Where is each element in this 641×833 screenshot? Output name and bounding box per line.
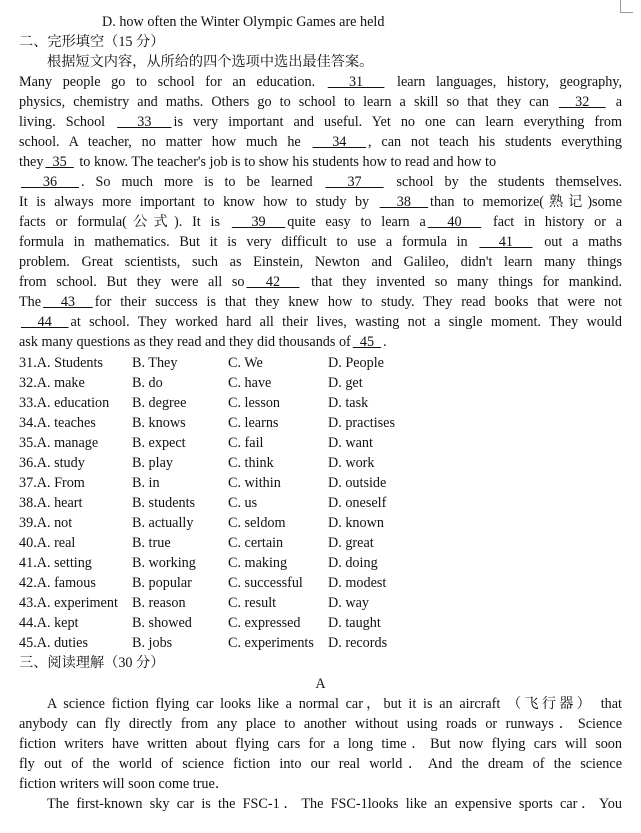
option-d: D. task (328, 395, 369, 411)
passage-line (19, 172, 622, 192)
question-row (19, 493, 622, 513)
question-row (19, 633, 622, 653)
option-b: B. students (132, 495, 196, 511)
option-b: B. degree (132, 395, 187, 411)
section-2-instruction: 根据短文内容，从所给的四个选项中选出最佳答案。 (47, 54, 374, 70)
passage-text: that they invented so many things for mankind. (301, 274, 622, 290)
passage-line (19, 152, 622, 172)
option-d: D. practises (328, 415, 395, 431)
passage-line (19, 272, 622, 292)
option-b: B. in (132, 475, 160, 491)
question-row (19, 593, 622, 613)
passage-line (19, 312, 622, 332)
cloze-blank: 40 (427, 214, 482, 230)
option-c: C. successful (228, 575, 303, 591)
option-b: B. knows (132, 415, 186, 431)
option-b: B. showed (132, 615, 192, 631)
option-c: C. expressed (228, 615, 301, 631)
reading-line: anybody can fly directly from any place to another without using roads or runways．Science (19, 716, 622, 732)
option-d: D. way (328, 595, 369, 611)
option-c: C. us (228, 495, 258, 511)
passage-text: for their success is that they knew how to study. They read books that were not (94, 294, 622, 310)
passage-text: at school. They worked hard all their lives, wasting not a single moment. They would (70, 314, 622, 330)
option-b: B. working (132, 555, 196, 571)
option-d: D. modest (328, 575, 387, 591)
question-row (19, 513, 622, 533)
previous-question-option-d: D. how often the Winter Olympic Games are held (102, 14, 385, 30)
option-a: 32.A. make (19, 375, 85, 391)
option-b: B. do (132, 375, 163, 391)
option-d: D. oneself (328, 495, 387, 511)
option-a: 39.A. not (19, 515, 73, 531)
passage-text: school. A teacher, no matter how much he (19, 134, 311, 150)
passage-text: It is always more important to know how to study by (19, 194, 378, 210)
passage-text: fact in history or a (483, 214, 622, 230)
passage-line (19, 112, 622, 132)
passage-text: than to memorize(熟记)some (430, 194, 622, 210)
option-a: 35.A. manage (19, 435, 99, 451)
option-c: C. result (228, 595, 277, 611)
option-d: D. known (328, 515, 384, 531)
cloze-blank: 41 (479, 234, 533, 250)
question-row (19, 433, 622, 453)
reading-line: fiction writers have written about flying cars for a long time．But now flying cars will soon (19, 736, 622, 752)
option-a: 40.A. real (19, 535, 76, 551)
passage-text: . So much more is to be learned (81, 174, 324, 190)
cloze-blank: 37 (325, 174, 384, 190)
cloze-blank: 43 (43, 294, 93, 310)
passage-text: problem. Great scientists, such as Einstein, Newton and Galileo, didn't learn many things (19, 254, 622, 270)
reading-line: fiction writers will soon come true． (19, 776, 230, 792)
cloze-blank: 34 (312, 134, 367, 150)
option-b: B. play (132, 455, 173, 471)
option-a: 31.A. Students (19, 355, 103, 371)
passage-line (19, 332, 622, 352)
section-3-title: 三、阅读理解（30 分） (19, 655, 165, 671)
option-c: C. fail (228, 435, 264, 451)
option-c: C. seldom (228, 515, 286, 531)
question-row (19, 533, 622, 553)
option-d: D. work (328, 455, 375, 471)
passage-line (19, 232, 622, 252)
cloze-blank: 45 (352, 334, 382, 350)
passage-text: ask many questions as they read and they did thousands of (19, 334, 351, 350)
option-a: 44.A. kept (19, 615, 79, 631)
option-a: 36.A. study (19, 455, 85, 471)
passage-text: school by the students themselves. (385, 174, 622, 190)
reading-line: The first-known sky car is the FSC-1．The FSC-1looks like an expensive sports car．You (47, 796, 622, 812)
option-b: B. They (132, 355, 178, 371)
option-c: C. making (228, 555, 288, 571)
option-b: B. jobs (132, 635, 173, 651)
passage-text: they (19, 154, 44, 170)
cloze-blank: 39 (231, 214, 286, 230)
option-b: B. expect (132, 435, 186, 451)
passage-text: formula in mathematics. But it is very difficult to use a formula in (19, 234, 478, 250)
option-c: C. We (228, 355, 263, 371)
option-c: C. learns (228, 415, 279, 431)
question-row (19, 553, 622, 573)
reading-line: A science fiction flying car looks like a normal car，but it is an aircraft （飞行器） that (47, 696, 622, 712)
question-row (19, 613, 622, 633)
question-row (19, 473, 622, 493)
option-d: D. great (328, 535, 374, 551)
passage-text: to know. The teacher's job is to show his students how to read and how to (75, 154, 497, 170)
option-c: C. have (228, 375, 272, 391)
option-d: D. get (328, 375, 363, 391)
option-b: B. reason (132, 595, 186, 611)
option-c: C. lesson (228, 395, 281, 411)
question-row (19, 453, 622, 473)
option-d: D. taught (328, 615, 381, 631)
passage-line (19, 132, 622, 152)
option-d: D. outside (328, 475, 387, 491)
option-c: C. certain (228, 535, 284, 551)
option-a: 34.A. teaches (19, 415, 96, 431)
passage-text: a (607, 94, 622, 110)
cloze-blank: 42 (246, 274, 300, 290)
passage-text: . (383, 334, 387, 350)
option-d: D. doing (328, 555, 378, 571)
cloze-blank: 44 (21, 314, 69, 330)
section-2-title: 二、完形填空（15 分） (19, 34, 165, 50)
option-d: D. People (328, 355, 384, 371)
question-row (19, 353, 622, 373)
option-c: C. experiments (228, 635, 314, 651)
passage-line (19, 72, 622, 92)
cloze-blank: 36 (21, 174, 80, 190)
option-b: B. actually (132, 515, 194, 531)
option-a: 45.A. duties (19, 635, 88, 651)
passage-text: is very important and useful. Yet no one can learn everything from (173, 114, 622, 130)
question-row (19, 573, 622, 593)
reading-line: fly out of the world of science fiction into our real world．And the dream of the science (19, 756, 622, 772)
option-c: C. within (228, 475, 281, 491)
passage-a-label: A (315, 676, 326, 692)
cloze-blank: 32 (558, 94, 606, 110)
passage-text: from school. But they were all so (19, 274, 245, 290)
option-b: B. true (132, 535, 171, 551)
question-row (19, 373, 622, 393)
passage-text: learn languages, history, geography, (386, 74, 622, 90)
passage-line (19, 292, 622, 312)
passage-text: facts or formula(公式). It is (19, 214, 230, 230)
passage-text: living. School (19, 114, 116, 130)
question-row (19, 413, 622, 433)
option-a: 33.A. education (19, 395, 110, 411)
question-row (19, 393, 622, 413)
option-a: 42.A. famous (19, 575, 96, 591)
passage-text: The (19, 294, 42, 310)
cloze-blank: 33 (117, 114, 172, 130)
passage-line (19, 252, 622, 272)
passage-text: physics, chemistry and maths. Others go to school to learn a skill so that they can (19, 94, 557, 110)
option-a: 38.A. heart (19, 495, 83, 511)
option-a: 43.A. experiment (19, 595, 118, 611)
passage-line (19, 192, 622, 212)
passage-text: out a maths (534, 234, 622, 250)
passage-text: , can not teach his students everything (368, 134, 622, 150)
option-d: D. records (328, 635, 388, 651)
option-c: C. think (228, 455, 274, 471)
option-b: B. popular (132, 575, 192, 591)
option-a: 37.A. From (19, 475, 85, 491)
cloze-blank: 35 (45, 154, 74, 170)
cloze-blank: 38 (379, 194, 429, 210)
option-a: 41.A. setting (19, 555, 92, 571)
passage-text: Many people go to school for an education. (19, 74, 326, 90)
cloze-blank: 31 (327, 74, 385, 90)
option-d: D. want (328, 435, 373, 451)
passage-text: quite easy to learn a (287, 214, 426, 230)
passage-line (19, 92, 622, 112)
passage-line (19, 212, 622, 232)
